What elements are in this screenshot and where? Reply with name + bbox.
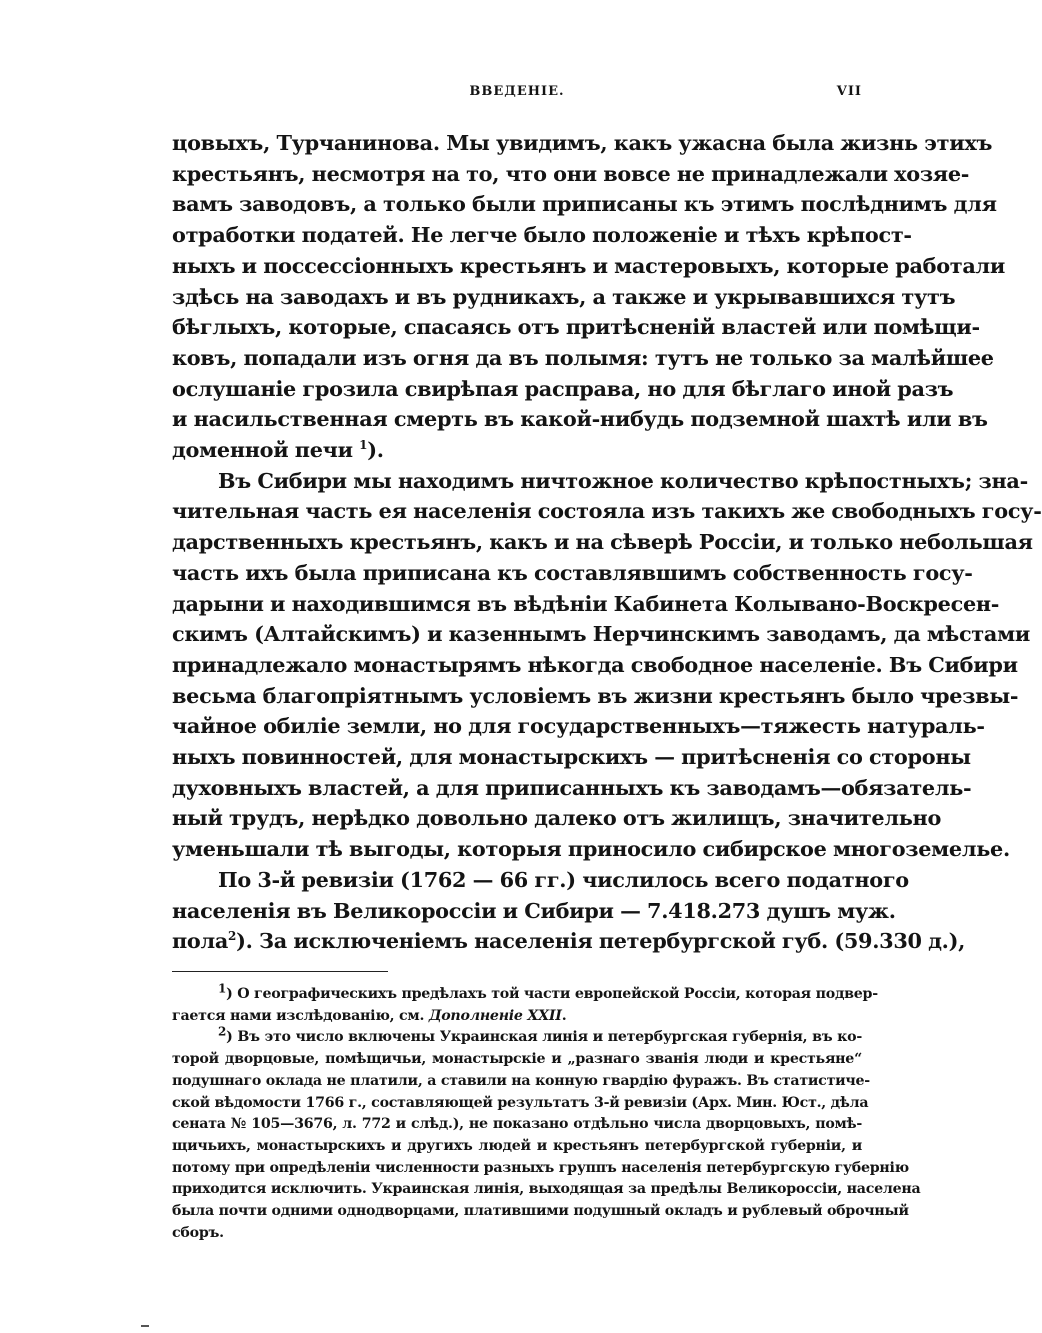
text-segment: пола xyxy=(172,928,229,954)
footnote-text: гается нами изслѣдованію, см. xyxy=(172,1007,429,1024)
footnote-line: приходится исключить. Украинская линія, выходящая за предѣлы Великороссіи, населена xyxy=(172,1181,921,1198)
text-line: крестьянъ, несмотря на то, что они вовсе не принадлежали хозяе- xyxy=(172,160,970,186)
footnote-marker: 2 xyxy=(218,1024,227,1039)
footnotes xyxy=(172,981,921,1244)
text-line: и насильственная смерть въ какой-нибудь подземной шахтѣ или въ xyxy=(172,406,988,432)
footnote-ref: 2 xyxy=(228,929,237,944)
text-line: Въ Сибири мы находимъ ничтожное количество крѣпостныхъ; зна- xyxy=(218,467,1028,493)
text-line: духовныхъ властей, а для приписанныхъ къ заводамъ—обязатель- xyxy=(172,774,972,800)
scan-speck xyxy=(141,1325,149,1327)
paragraph-end-line xyxy=(172,435,862,466)
footnote-line: сената № 105—3676, л. 772 и слѣд.), не показано отдѣльно числа дворцовыхъ, помѣ- xyxy=(172,1116,862,1133)
footnote-line xyxy=(172,1006,862,1028)
text-line: вамъ заводовъ, а только были приписаны къ этимъ послѣднимъ для xyxy=(172,191,997,217)
text-segment: ). xyxy=(367,437,384,463)
footnote-line: была почти одними однодворцами, платившими подушный окладъ и рублевый оброчный xyxy=(172,1203,909,1220)
footnote-line: торой дворцовые, помѣщичьи, монастырскіе и „разнаго званія люди и крестьяне“ xyxy=(172,1051,862,1068)
text-line: населенія въ Великороссіи и Сибири — 7.418.273 душъ муж. xyxy=(172,897,896,923)
footnote-line: потому при опредѣленіи численности разныхъ группъ населенія петербургскую губернію xyxy=(172,1159,909,1176)
footnote-1 xyxy=(172,981,878,1006)
text-segment: доменной печи xyxy=(172,437,360,463)
text-line: отработки податей. Не легче было положеніе и тѣхъ крѣпост- xyxy=(172,222,912,248)
footnote-line: ской вѣдомости 1766 г., составляющей результатъ 3-й ревизіи (Арх. Мин. Юст., дѣла xyxy=(172,1094,869,1111)
book-page xyxy=(172,84,1042,1244)
footnote-text: ) Въ это число включены Украинская линія и петербургская губернія, въ ко- xyxy=(226,1029,862,1046)
page-number: VII xyxy=(836,84,862,99)
text-line: скимъ (Алтайскимъ) и казеннымъ Нерчинскимъ заводамъ, да мѣстами xyxy=(172,621,1030,647)
footnote-line: щичьихъ, монастырскихъ и другихъ людей и крестьянъ петербургской губерніи, и xyxy=(172,1137,862,1154)
footnote-reference-italic: Дополненіе XXII xyxy=(428,1007,562,1024)
footnote-text: ) О географическихъ предѣлахъ той части европейской Россіи, которая подвер- xyxy=(226,985,878,1002)
text-line: По 3-й ревизіи (1762 — 66 гг.) числилось всего податного xyxy=(218,866,909,892)
text-line: чительная часть ея населенія состояла изъ такихъ же свободныхъ госу- xyxy=(172,498,1042,524)
footnote-text: . xyxy=(561,1007,567,1024)
text-line: ослушаніе грозила свирѣпая расправа, но для бѣглаго иной разъ xyxy=(172,375,954,401)
running-head xyxy=(172,84,862,108)
text-line: часть ихъ была приписана къ составлявшимъ собственность госу- xyxy=(172,559,973,585)
text-line: ковъ, попадали изъ огня да въ полымя: тутъ не только за малѣйшее xyxy=(172,344,994,370)
text-line: принадлежало монастырямъ нѣкогда свободное населеніе. Въ Сибири xyxy=(172,651,1018,677)
footnote-2 xyxy=(172,1024,862,1049)
footnote-marker: 1 xyxy=(218,981,227,996)
text-line: дарственныхъ крестьянъ, какъ и на сѣверѣ Россіи, и только небольшая xyxy=(172,529,1033,555)
text-line: дарыни и находившимся въ вѣдѣніи Кабинета Колывано-Воскресен- xyxy=(172,590,1000,616)
footnote-ref: 1 xyxy=(359,438,368,453)
text-line xyxy=(172,926,966,957)
text-line: ныхъ и поссессіонныхъ крестьянъ и мастеровыхъ, которые работали xyxy=(172,252,1006,278)
footnote-line: подушнаго оклада не платили, а ставили на конную гвардію фуражъ. Въ статистиче- xyxy=(172,1072,870,1089)
footnote-divider xyxy=(172,971,388,972)
footnote-line: сборъ. xyxy=(172,1224,224,1241)
text-line: ныхъ повинностей, для монастырскихъ — притѣсненія со стороны xyxy=(172,744,971,770)
text-line: ный трудъ, нерѣдко довольно далеко отъ жилищъ, значительно xyxy=(172,805,942,831)
chapter-title: ВВЕДЕНІЕ. xyxy=(469,84,565,99)
main-text xyxy=(172,128,1042,957)
text-line: чайное обиліе земли, но для государственныхъ—тяжесть натураль- xyxy=(172,713,985,739)
text-line: цовыхъ, Турчанинова. Мы увидимъ, какъ ужасна была жизнь этихъ xyxy=(172,130,993,155)
text-segment: ). За исключеніемъ населенія петербургской губ. (59.330 д.), xyxy=(236,928,966,954)
paragraph-end-line: уменьшали тѣ выгоды, которыя приносило сибирское многоземелье. xyxy=(172,836,1010,862)
text-line: здѣсь на заводахъ и въ рудникахъ, а также и укрывавшихся тутъ xyxy=(172,283,956,309)
text-line: весьма благопріятнымъ условіемъ въ жизни крестьянъ было чрезвы- xyxy=(172,682,1019,708)
text-line: бѣглыхъ, которые, спасаясь отъ притѣсненій властей или помѣщи- xyxy=(172,314,980,340)
